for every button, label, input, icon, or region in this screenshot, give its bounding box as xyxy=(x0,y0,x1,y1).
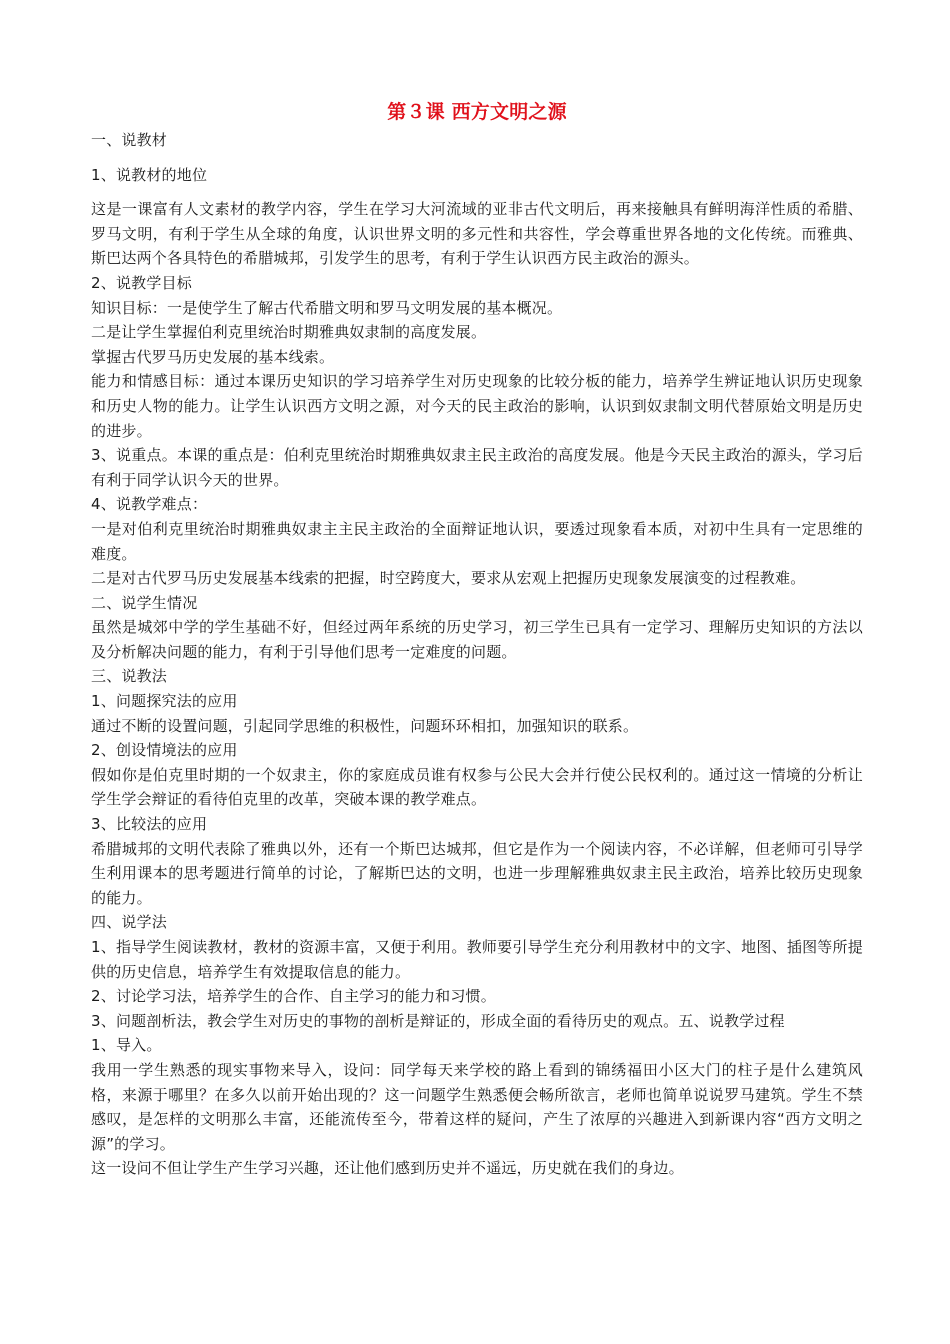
paragraph: 知识目标：一是使学生了解古代希腊文明和罗马文明发展的基本概况。 xyxy=(91,298,563,317)
paragraph: 二是让学生掌握伯利克里统治时期雅典奴隶制的高度发展。 xyxy=(91,323,487,342)
subsection-heading: 1、问题探究法的应用 xyxy=(91,692,238,711)
section-heading: 一、说教材 xyxy=(91,131,168,149)
subsection-heading: 2、说教学目标 xyxy=(91,273,192,292)
document-page xyxy=(91,98,863,1181)
paragraph: 二是对古代罗马历史发展基本线索的把握，时空跨度大，要求从宏观上把握历史现象发展演变的过程教难。 xyxy=(91,569,806,588)
paragraph: 一是对伯利克里统治时期雅典奴隶主主民主政治的全面辩证地认识，要透过现象看本质，对初中生具有一定思维的难度。 xyxy=(91,519,863,563)
paragraph: 假如你是伯克里时期的一个奴隶主，你的家庭成员谁有权参与公民大会并行使公民权利的。通过这一情境的分析让学生学会辩证的看待伯克里的改革，突破本课的教学难点。 xyxy=(91,765,863,809)
subsection-heading: 2、创设情境法的应用 xyxy=(91,741,238,760)
page-title: 第３课 西方文明之源 xyxy=(387,101,567,123)
paragraph: 希腊城邦的文明代表除了雅典以外，还有一个斯巴达城邦，但它是作为一个阅读内容，不必详解，但老师可引导学生利用课本的思考题进行简单的讨论，了解斯巴达的文明，也进一步理解雅典奴隶主民主政治，培养比较历史现象的能力。 xyxy=(91,839,863,907)
subsection-heading: 3、比较法的应用 xyxy=(91,815,208,834)
subsection-heading: 1、说教材的地位 xyxy=(91,165,208,184)
subsection-heading: 4、说教学难点： xyxy=(91,495,208,514)
paragraph: 3、问题剖析法，教会学生对历史的事物的剖析是辩证的，形成全面的看待历史的观点。五、说教学过程 xyxy=(91,1011,785,1030)
paragraph: 1、指导学生阅读教材，教材的资源丰富，又便于利用。教师要引导学生充分利用教材中的文字、地图、插图等所提供的历史信息，培养学生有效提取信息的能力。 xyxy=(91,938,863,981)
paragraph: 这一设问不但让学生产生学习兴趣，还让他们感到历史并不遥远，历史就在我们的身边。 xyxy=(91,1159,684,1178)
paragraph: 通过不断的设置问题，引起同学思维的积极性，问题环环相扣，加强知识的联系。 xyxy=(91,716,639,735)
subsection-heading: 1、导入。 xyxy=(91,1036,162,1055)
section-heading: 二、说学生情况 xyxy=(91,593,198,612)
paragraph: 2、讨论学习法，培养学生的合作、自主学习的能力和习惯。 xyxy=(91,987,496,1006)
paragraph: 我用一学生熟悉的现实事物来导入，设问：同学每天来学校的路上看到的锦绣福田小区大门的柱子是什么建筑风格，来源于哪里？在多久以前开始出现的？这一问题学生熟悉便会畅所欲言，老师也简单说说罗马建筑。学生不禁感叹，是怎样的文明那么丰富，还能流传至今，带着这样的疑问，产生了浓厚的兴趣进入到新课内容“西方文明之源”的学习。 xyxy=(91,1060,863,1153)
section-heading: 四、说学法 xyxy=(91,913,168,932)
paragraph: 虽然是城郊中学的学生基础不好，但经过两年系统的历史学习，初三学生已具有一定学习、理解历史知识的方法以及分析解决问题的能力，有利于引导他们思考一定难度的问题。 xyxy=(91,618,863,661)
paragraph: 3、说重点。本课的重点是：伯利克里统治时期雅典奴隶主民主政治的高度发展。他是今天民主政治的源头，学习后有利于同学认识今天的世界。 xyxy=(91,446,863,489)
paragraph: 掌握古代罗马历史发展的基本线索。 xyxy=(91,347,335,366)
paragraph: 能力和情感目标：通过本课历史知识的学习培养学生对历史现象的比较分板的能力，培养学生辨证地认识历史现象和历史人物的能力。让学生认识西方文明之源，对今天的民主政治的影响，认识到奴隶制文明代替原始文明是历史的进步。 xyxy=(91,372,863,440)
paragraph: 这是一课富有人文素材的教学内容，学生在学习大河流域的亚非古代文明后，再来接触具有鲜明海洋性质的希腊、罗马文明，有利于学生从全球的角度，认识世界文明的多元性和共容性，学会尊重世界各地的文化传统。而雅典、斯巴达两个各具特色的希腊城邦，引发学生的思考，有利于学生认识西方民主政治的源头。 xyxy=(91,200,863,268)
section-heading: 三、说教法 xyxy=(91,667,168,686)
